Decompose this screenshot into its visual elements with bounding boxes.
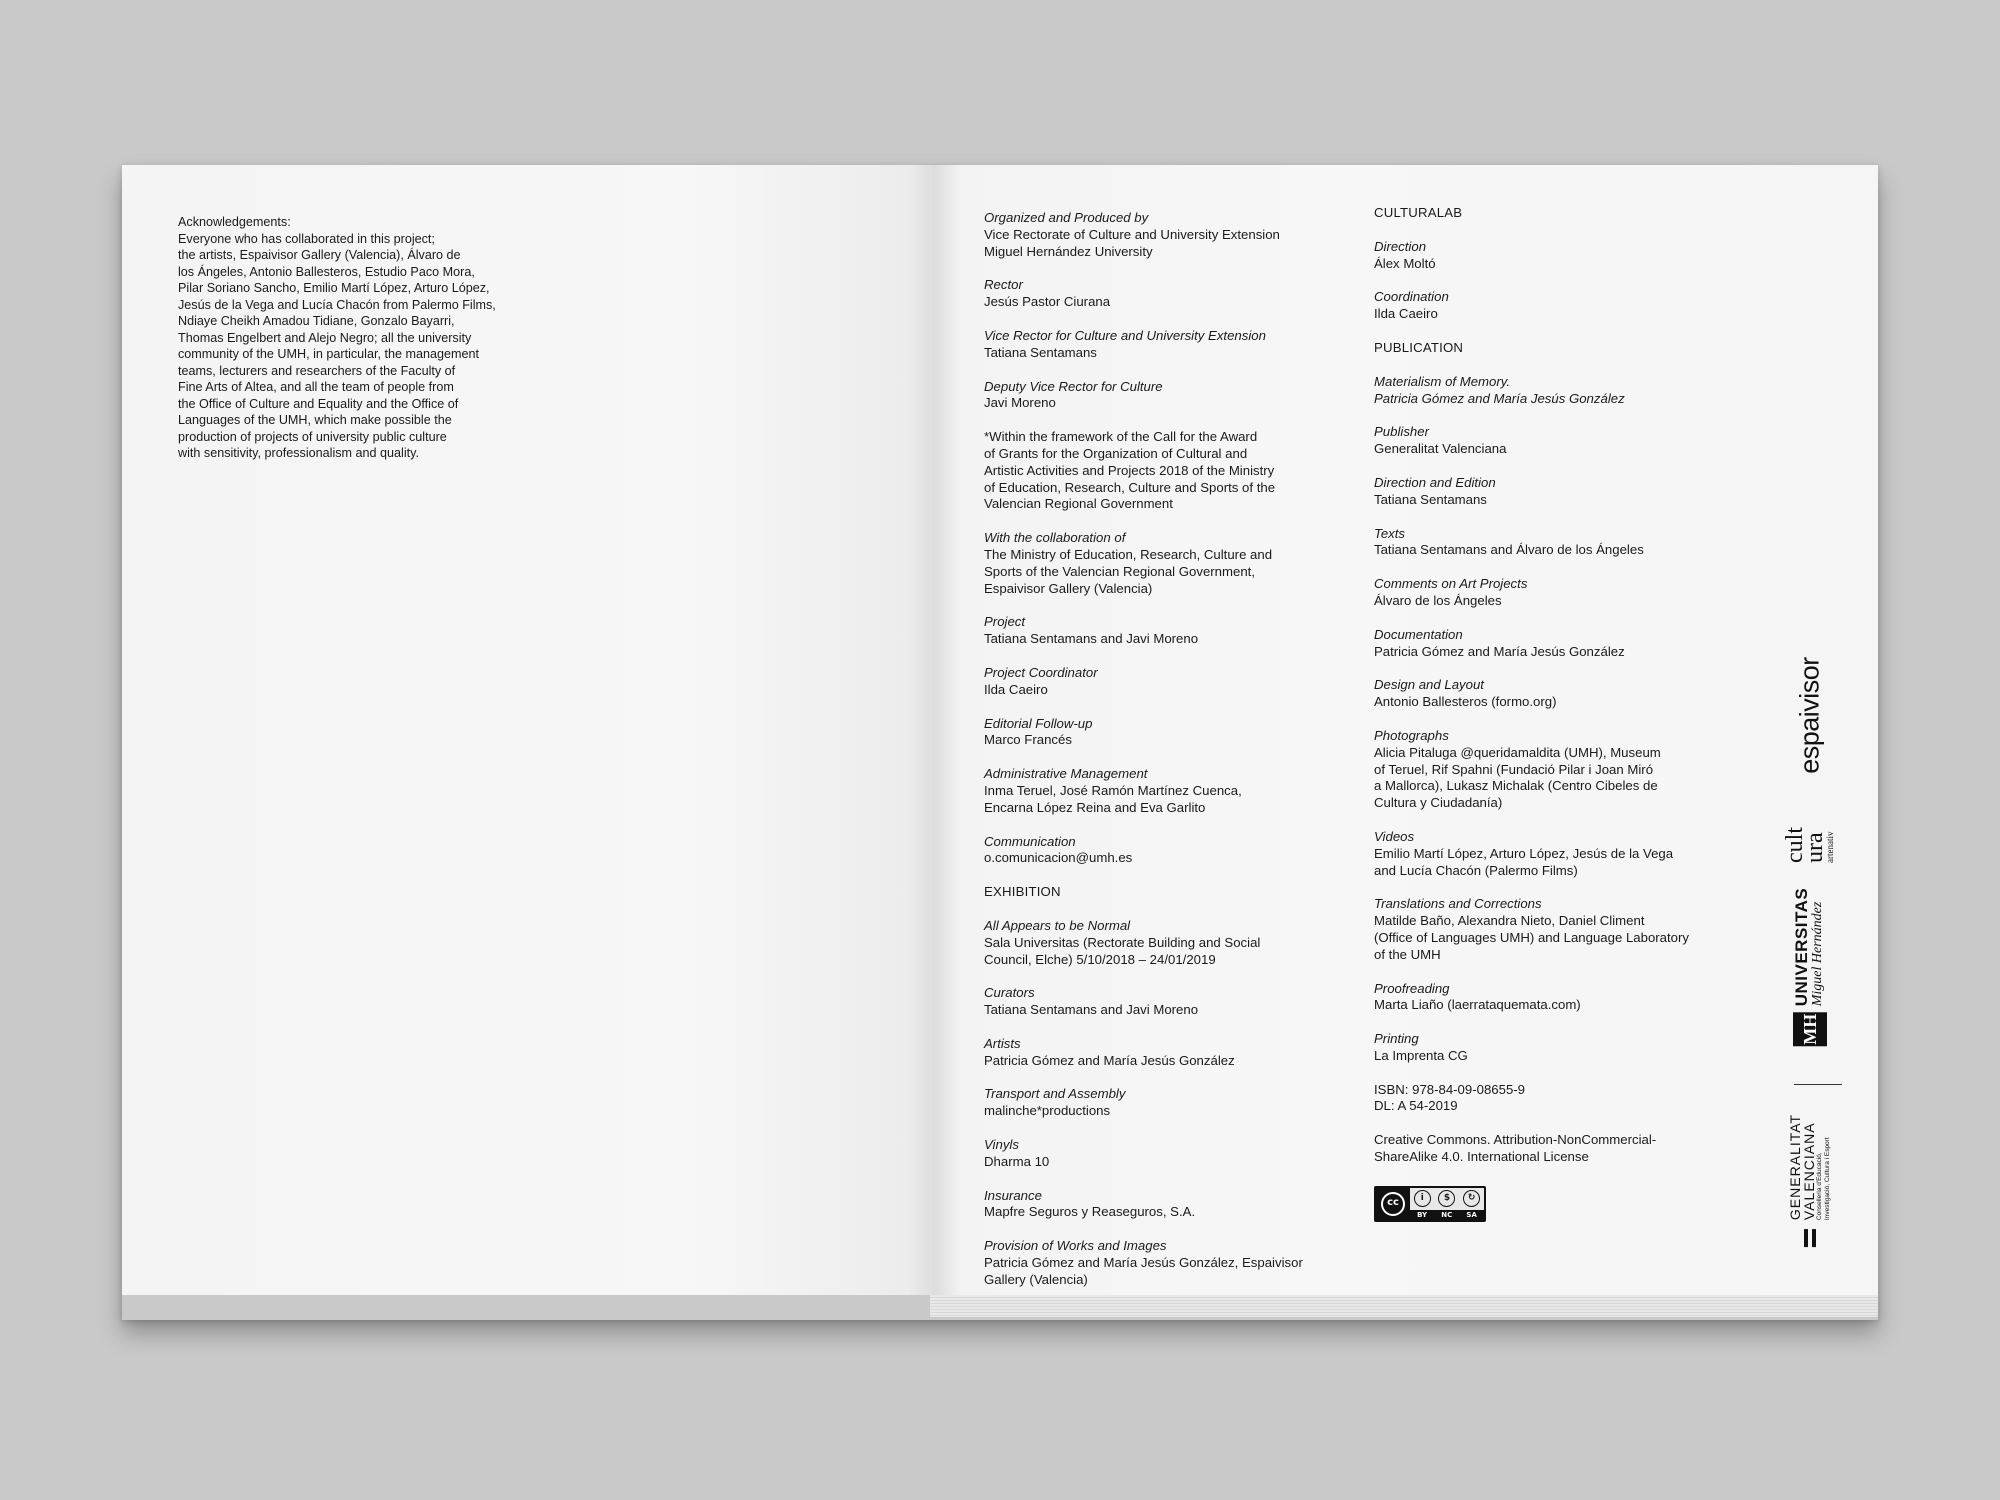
credit-artists: Artists Patricia Gómez and María Jesús González <box>984 1035 1235 1068</box>
cc-icon: cc <box>1381 1192 1405 1216</box>
cc-logo-area <box>1376 1188 1410 1220</box>
generalitat-emblem-icon <box>1798 1226 1822 1250</box>
ack-line: Fine Arts of Altea, and all the team of people from <box>178 380 454 394</box>
credit-vice-rector: Vice Rector for Culture and University Extension Tatiana Sentamans <box>984 327 1266 360</box>
umh-name: UNIVERSITAS <box>1792 887 1811 1007</box>
cc-labels <box>1410 1210 1484 1220</box>
ack-line: with sensitivity, professionalism and quality. <box>178 446 420 460</box>
credit-direction-edition: Direction and Edition Tatiana Sentamans <box>1374 474 1496 507</box>
ack-line: Pilar Soriano Sancho, Emilio Martí López, Arturo López, <box>178 281 490 295</box>
cultura-line2: ura <box>1802 832 1828 863</box>
publication-title: Materialism of Memory. Patricia Gómez and María Jesús González <box>1374 373 1625 406</box>
isbn-info: ISBN: 978-84-09-08655-9 DL: A 54-2019 <box>1374 1081 1526 1114</box>
umh-sub: Miguel Hernández <box>1810 901 1825 1007</box>
creative-commons-badge <box>1374 1186 1486 1222</box>
credit-photographs: Photographs Alicia Pitaluga @queridamaldita (UMH), Museum of Teruel, Rif Spahni (Fundació Pilar i Joan Miró a Mallorca), Lukasz Michalak (Centro Cibeles de Cultura y Ciudadanía) <box>1374 727 1661 811</box>
cc-icons <box>1410 1188 1484 1207</box>
cc-license-area <box>1410 1188 1484 1220</box>
credits-column-left <box>984 210 1364 1306</box>
gva-sub1: Conselleria d'Educació, <box>1816 1152 1823 1221</box>
heading-culturalab: CULTURALAB <box>1374 205 1463 220</box>
credit-rector: Rector Jesús Pastor Ciurana <box>984 277 1111 310</box>
credit-editorial: Editorial Follow-up Marco Francés <box>984 715 1093 748</box>
credit-direction: Direction Álex Moltó <box>1374 238 1436 271</box>
cultura-sub: artenativ <box>1825 831 1835 863</box>
cc-label-sa: SA <box>1466 1210 1477 1219</box>
credit-printing: Printing La Imprenta CG <box>1374 1031 1468 1063</box>
ack-line: the artists, Espaivisor Gallery (Valencia), Álvaro de <box>178 248 461 262</box>
credit-vinyls: Vinyls Dharma 10 <box>984 1137 1050 1169</box>
generalitat-logo <box>1788 1114 1832 1250</box>
credit-organized: Organized and Produced by Vice Rectorate of Culture and University Extension Miguel Hernández University <box>984 210 1280 259</box>
sharealike-icon: ↻ <box>1463 1190 1480 1207</box>
credit-documentation: Documentation Patricia Gómez and María Jesús González <box>1374 626 1625 659</box>
noncommercial-icon: $ <box>1438 1190 1455 1207</box>
credit-texts: Texts Tatiana Sentamans and Álvaro de los Ángeles <box>1374 525 1644 558</box>
generalitat-text <box>1788 1114 1832 1220</box>
credit-design: Design and Layout Antonio Ballesteros (formo.org) <box>1374 677 1557 710</box>
gva-name2: VALENCIANA <box>1801 1122 1817 1221</box>
ack-line: teams, lecturers and researchers of the Faculty of <box>178 363 456 378</box>
ack-line: los Ángeles, Antonio Ballesteros, Estudio Paco Mora, <box>178 264 475 279</box>
credit-insurance: Insurance Mapfre Seguros y Reaseguros, S.A. <box>984 1187 1196 1220</box>
credit-deputy: Deputy Vice Rector for Culture Javi Moreno <box>984 378 1163 411</box>
credit-coordination: Coordination Ilda Caeiro <box>1374 289 1449 322</box>
umh-text <box>1794 888 1826 1007</box>
ack-line: Acknowledgements: <box>178 215 291 229</box>
credit-videos: Videos Emilio Martí López, Arturo López, Jesús de la Vega and Lucía Chacón (Palermo Films) <box>1374 828 1674 878</box>
credit-translations: Translations and Corrections Matilde Baño, Alexandra Nieto, Daniel Climent (Office of Languages UMH) and Language Laboratory of the UMH <box>1374 896 1689 962</box>
credits-column-right <box>1374 205 1734 1222</box>
umh-mark-icon: MH <box>1793 1012 1827 1046</box>
license-text: Creative Commons. Attribution-NonCommercial- ShareAlike 4.0. International License <box>1374 1132 1657 1165</box>
heading-exhibition: EXHIBITION <box>984 884 1061 900</box>
ack-line: the Office of Culture and Equality and the Office of <box>178 396 459 411</box>
ack-line: Ndiaye Cheikh Amadou Tidiane, Gonzalo Bayarri, <box>178 314 455 328</box>
credit-curators: Curators Tatiana Sentamans and Javi Moreno <box>984 985 1199 1018</box>
credit-comments: Comments on Art Projects Álvaro de los Ángeles <box>1374 576 1528 608</box>
ack-line: production of projects of university public culture <box>178 429 447 444</box>
credit-communication: Communication o.comunicacion@umh.es <box>984 833 1133 866</box>
espaivisor-logo: espaivisor <box>1794 657 1825 774</box>
ack-line: community of the UMH, in particular, the management <box>178 347 479 361</box>
cultura-line1: cult <box>1782 827 1808 863</box>
gva-name1: GENERALITAT <box>1787 1113 1803 1221</box>
heading-publication: PUBLICATION <box>1374 339 1464 355</box>
credit-provision: Provision of Works and Images Patricia Gómez and María Jesús González, Espaivisor Gallery (Valencia) <box>984 1238 1303 1287</box>
ack-line: Languages of the UMH, which make possible the <box>178 413 452 427</box>
logo-divider <box>1794 1084 1842 1085</box>
ack-line: Jesús de la Vega and Lucía Chacón from Palermo Films, <box>178 297 496 312</box>
ack-line: Everyone who has collaborated in this project; <box>178 231 435 246</box>
credit-transport: Transport and Assembly malinche*productions <box>984 1086 1126 1119</box>
acknowledgements-block <box>178 214 538 462</box>
framework-note: *Within the framework of the Call for the Award of Grants for the Organization of Cultural and Artistic Activities and Projects 2018 of the Ministry of Education, Research, Culture and Sports of the Valencian Regional Government <box>984 429 1276 512</box>
credit-exhibition: All Appears to be Normal Sala Universitas (Rectorate Building and Social Council, Elche) 5/10/2018 – 24/01/2019 <box>984 917 1261 967</box>
ack-line: Thomas Engelbert and Alejo Negro; all the university <box>178 330 472 345</box>
credit-publisher: Publisher Generalitat Valenciana <box>1374 424 1507 457</box>
credit-project-coordinator: Project Coordinator Ilda Caeiro <box>984 664 1098 697</box>
credit-admin: Administrative Management Inma Teruel, José Ramón Martínez Cuenca, Encarna López Reina and Eva Garlito <box>984 766 1242 815</box>
logo-strip <box>1780 630 1840 1270</box>
cc-label-by: BY <box>1417 1210 1428 1219</box>
cultura-logo <box>1782 827 1835 863</box>
credit-proofreading: Proofreading Marta Liaño (laerrataquemata.com) <box>1374 980 1581 1013</box>
cc-label-nc: NC <box>1441 1210 1453 1219</box>
gva-sub2: Investigació, Cultura i Esport <box>1824 1137 1831 1221</box>
umh-logo <box>1793 888 1827 1047</box>
credit-collaboration: With the collaboration of The Ministry of Education, Research, Culture and Sports of the Valencian Regional Government, Espaivisor Gallery (Valencia) <box>984 530 1273 596</box>
attribution-icon: i <box>1414 1190 1431 1207</box>
credit-project: Project Tatiana Sentamans and Javi Moreno <box>984 614 1199 647</box>
